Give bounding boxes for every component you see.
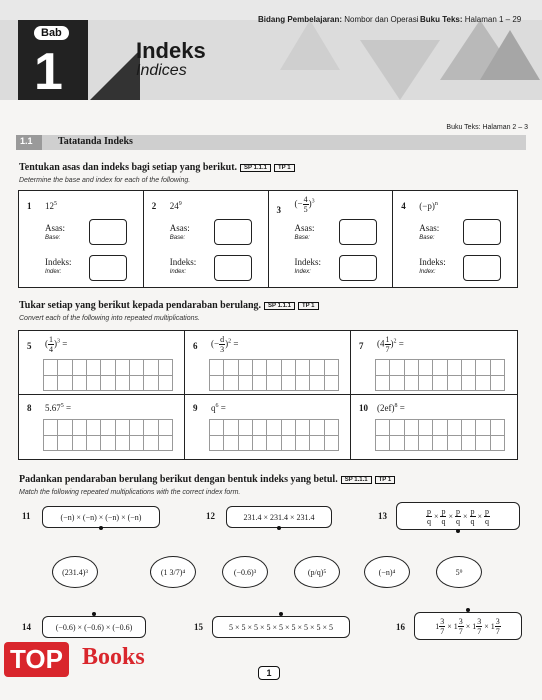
match-item[interactable]: 231.4 × 231.4 × 231.4 <box>226 506 332 528</box>
logo-books-text: Books <box>82 644 145 670</box>
base-answer-box[interactable] <box>339 219 377 245</box>
question-cell: 7 (4 $\frac{1}{7}$ )$^2$ = <box>351 331 517 395</box>
chapter-label: Bab <box>34 26 69 40</box>
part1-instruction-en: Determine the base and index for each of the following. <box>19 177 191 184</box>
textbook-ref: Buku Teks: Halaman 1 – 29 <box>420 15 522 24</box>
index-option[interactable]: (231.4)³ <box>52 556 98 588</box>
index-option[interactable]: (−0.6)³ <box>222 556 268 588</box>
decor-triangle <box>480 30 540 80</box>
logo-top-text: TOP <box>4 642 69 677</box>
match-dot[interactable] <box>99 526 103 530</box>
match-item[interactable]: (−n) × (−n) × (−n) × (−n) <box>42 506 160 528</box>
index-option[interactable]: (−n)⁴ <box>364 556 410 588</box>
question-cell: 3 (− $\frac{4}{5}$ )$^3$ Asas: Base: Indeks: Index: <box>269 191 394 287</box>
base-answer-box[interactable] <box>463 219 501 245</box>
match-item[interactable]: $\frac{p}{q}$ × $\frac{p}{q}$ × $\frac{p}{q}$ × $\frac{p}{q}$ × $\frac{p}{q}$ <box>396 502 520 530</box>
question-number: 11 <box>22 511 31 521</box>
working-grid[interactable] <box>43 359 173 391</box>
chapter-title: Indeks <box>136 38 206 63</box>
index-answer-box[interactable] <box>463 255 501 281</box>
match-dot[interactable] <box>279 612 283 616</box>
question-cell: 2 $24^9$ Asas: Base: Indeks: Index: <box>144 191 269 287</box>
chapter-number: 1 <box>34 43 63 100</box>
working-grid[interactable] <box>209 359 339 391</box>
decor-triangle <box>360 40 440 100</box>
question-number: 15 <box>194 622 203 632</box>
decor-triangle <box>280 20 340 70</box>
match-item[interactable]: 5 × 5 × 5 × 5 × 5 × 5 × 5 × 5 × 5 <box>212 616 350 638</box>
section-number: 1.1 <box>20 136 33 146</box>
part2-instruction-en: Convert each of the following into repeated multiplications. <box>19 315 200 322</box>
question-cell: 9 $q^6$ = <box>185 395 351 459</box>
question-cell: 5 ( $\frac{1}{4}$ )$^3$ = <box>19 331 185 395</box>
base-answer-box[interactable] <box>214 219 252 245</box>
repeated-mult-table <box>18 330 518 460</box>
question-number: 13 <box>378 511 387 521</box>
part2-instruction: Tukar setiap yang berikut kepada pendaraban berulang. SP 1.1.1 TP 1 <box>19 300 319 311</box>
part3-instruction: Padankan pendaraban berulang berikut dengan bentuk indeks yang betul. SP 1.1.1 TP 1 <box>19 474 395 485</box>
index-answer-box[interactable] <box>89 255 127 281</box>
working-grid[interactable] <box>375 359 505 391</box>
match-dot[interactable] <box>466 608 470 612</box>
part1-instruction: Tentukan asas dan indeks bagi setiap yang berikut. SP 1.1.1 TP 1 <box>19 162 295 173</box>
chapter-badge <box>18 20 88 100</box>
match-item[interactable]: (−0.6) × (−0.6) × (−0.6) <box>42 616 146 638</box>
index-option[interactable]: (1 3/7)⁴ <box>150 556 196 588</box>
question-cell: 6 (− $\frac{d}{3}$ )$^2$ = <box>185 331 351 395</box>
working-grid[interactable] <box>43 419 173 451</box>
base-index-table <box>18 190 518 288</box>
question-number: 16 <box>396 622 405 632</box>
page-number: 1 <box>258 666 280 680</box>
match-dot[interactable] <box>456 529 460 533</box>
learning-area: Bidang Pembelajaran: Nombor dan Operasi <box>258 15 419 24</box>
match-dot[interactable] <box>92 612 96 616</box>
index-option[interactable]: (p/q)⁵ <box>294 556 340 588</box>
chapter-banner <box>0 0 542 100</box>
working-grid[interactable] <box>375 419 505 451</box>
match-dot[interactable] <box>277 526 281 530</box>
section-title: Tatatanda Indeks <box>58 136 133 147</box>
question-cell: 8 5.67$^5$ = <box>19 395 185 459</box>
decor-triangle <box>90 50 140 100</box>
index-answer-box[interactable] <box>339 255 377 281</box>
base-answer-box[interactable] <box>89 219 127 245</box>
question-number: 14 <box>22 622 31 632</box>
question-cell: 10 $(2ef)^8$ = <box>351 395 517 459</box>
index-answer-box[interactable] <box>214 255 252 281</box>
part3-instruction-en: Match the following repeated multiplications with the correct index form. <box>19 489 241 496</box>
topbooks-logo <box>0 630 200 700</box>
question-cell: 1 $12^5$ Asas: Base: Indeks: Index: <box>19 191 144 287</box>
question-number: 12 <box>206 511 215 521</box>
working-grid[interactable] <box>209 419 339 451</box>
section-book-ref: Buku Teks: Halaman 2 – 3 <box>446 124 528 131</box>
index-option[interactable]: 5⁹ <box>436 556 482 588</box>
match-item[interactable]: 1 $\frac{3}{7}$ × 1 $\frac{3}{7}$ × 1 $\frac{3}{7}$ × 1 $\frac{3}{7}$ <box>414 612 522 640</box>
chapter-title-en: Indices <box>136 62 187 79</box>
question-cell: 4 $(-p)^n$ Asas: Base: Indeks: Index: <box>393 191 517 287</box>
